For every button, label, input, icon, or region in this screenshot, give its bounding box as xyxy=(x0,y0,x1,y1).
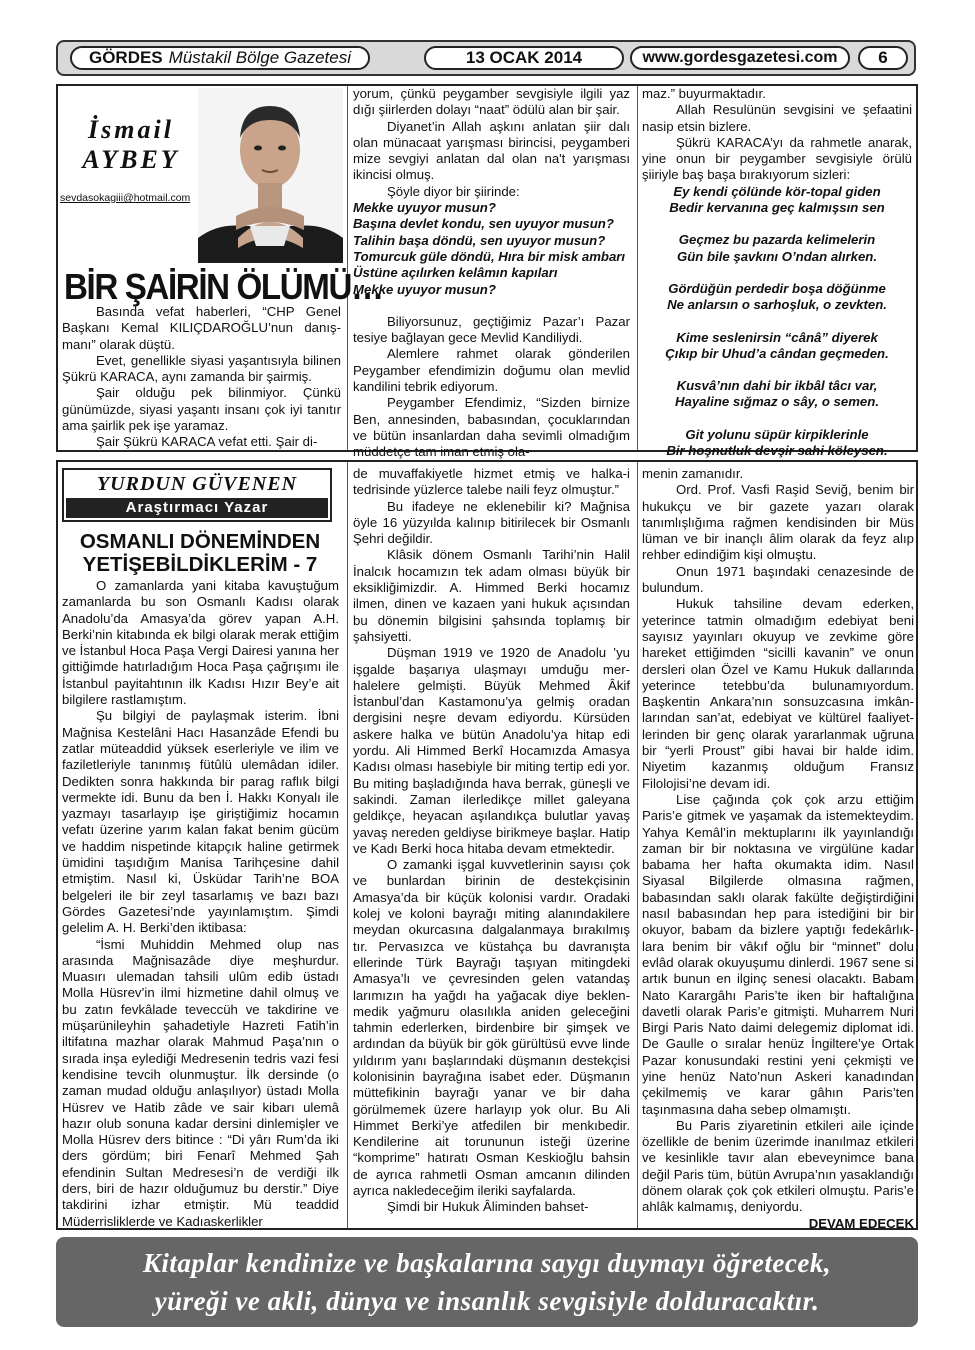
paragraph: Şöyle diyor bir şiirinde: xyxy=(387,183,520,199)
poem-line: Kime seslenirsin “cânâ” diyerek xyxy=(676,329,878,345)
paragraph: “İsmi Muhiddin Mehmed olup nas arasında Mağnisazâde diye meşhurdur. Muasırı ulemadan tahsili ulûm edib üstadı Molla Hüsrev’in ilmi hizmetine dahil olmuş ve bu zatın fevkâlade teveccüh ve takdirine ve müşarünileyhin şahadetiyle Hazreti Fatih’in iltifatına mazhar olarak Mahmud Paşa’nın o sırada inşa eylediği Medresenin tedris vazi fesi kendisine tevcih olunmuştur. İlk dersinde (o zaman mudad olduğu anlaşılıyor) üstadı Molla Hüsrev ve Hatib zâde ve sair kibarı ulemâ hazır olub sonuna kadar dersini dinlemişler ve Molla Hüsrev ders bitince : “Di yârı Rum’da iki ders gördüm; biri Fenarî Mehmed Şah efendinin Sultan Medresesi’n de verdiği ilk ders, biri de hazır olduğumuz bu derstir.” Diye takdirini izhar etmiştir. Mü teaddid Müderrisliklerde ve Kadıaskerlikler xyxy=(62,936,339,1229)
poem-line: Üstüne açılırken kelâmın kapıları xyxy=(353,265,558,281)
article1-title: BİR ŞAİRİN ÖLÜMÜ… xyxy=(64,266,383,307)
article2-title: OSMANLI DÖNEMİNDEN YETİŞEBİLDİKLERİM - 7 xyxy=(79,530,321,576)
paragraph: maz.” buyurmaktadır. xyxy=(642,86,766,101)
paragraph: Alemlere rahmet olarak gönderilen Peygamber efendimizin doğumu olan mevlid kandilini tebrik ediyorum. xyxy=(353,346,630,395)
paragraph: O zamanki işgal kuvvetlerinin sayısı çok ve bunlardan birinin de destekçisinin Amasya’da bir küçük kolonisi vardır. Oradaki kolej ve koloni bayrağı miting alanındakilere meydan okurcasına dalgalanmaya bırakılmış tır. Pervasızca ve küstahça bu davranışta ellerinde Türk Bayrağı taşıyan mitingdeki Amasya’lı ve çevresinden gelen vatandaş larımızın ha yağdı ha yağacak diye beklenmedik yağmuru olasılıkla aniden geleceğini tahmin ederlerken, birdenbire bir şimşek ve ardından da büyük bir gök gürültüsü evve linde yıldırım yanı başlarındaki düşmanın destekçisi kolonisinin bayrağına isabet eder. Düşmanın müttefikinin bayrağı yanar ve bir daha görülmemek üzere harlayıp yok olur. Bu Ali Himmet Berki’ye atfedilen bir menkıbedir. Kendilerine ait torununun isteği üzerine “komprime” hatıratı Osman Keskioğlu bahsin de ayrıca rahmetli Osman amcanın dilinden ayrıca nakledeceğim ileriki sayfalarda. xyxy=(353,857,630,1199)
poem-line: Geçmez bu pazarda kelimelerin xyxy=(678,232,876,248)
page-number: 6 xyxy=(878,48,888,67)
paragraph: Peygamber Efendimiz, “Sizden birnize Ben, annesinden, babasından, çocuklarından ve bütün insanlardan daha sevimli olmadığım müddetçe tam iman etmiş ola- xyxy=(353,395,630,460)
paragraph: Evet, genellikle siyasi yaşantısıyla bilinen Şükrü KARACA, aynı zamanda bir şairmiş. xyxy=(62,352,341,385)
paper-name-pill xyxy=(70,46,370,70)
poem-line: Git yolunu süpür kirpiklerinle xyxy=(685,426,869,442)
column-role: Araştırmacı Yazar xyxy=(66,498,328,518)
page-header xyxy=(56,40,916,76)
website-pill xyxy=(630,46,850,70)
footer-line-1: Kitaplar kendinize ve başkalarına saygı duymayı öğretecek, xyxy=(142,1248,832,1278)
poem-line: Mekke uyuyor musun? xyxy=(353,281,496,297)
poem-line: Kusvâ’nın dahi bir ikbâl tâcı var, xyxy=(676,378,878,394)
paragraph: Bu Paris ziyaretinin etkileri aile içinde özellikle de benim üzerimde inanılmaz etkileri ve kesinlikle tavır alan ebeveynimce bana değil Paris tüm, bütün Avrupa’nın yasaklandığı dönem olarak çok çok etkileri olmuştu. Paris’e ahlâk kalmamış, deniyordu. xyxy=(642,1117,914,1215)
poem-line: Çıkıp bir Uhud’a cândan geçmeden. xyxy=(665,345,889,361)
author-first-name: İsmail xyxy=(88,115,174,144)
paragraph: Hukuk tahsiline devam ederken, yeterince tatmin olmadığım edebiyat beni sayısız yayınları okuyup ve zevkime göre hareket ettiğimden “sicilli kavanin” ve onun dersleri olan Özel ve Kamu Hukuk dallarında yeterince tetebbu’da bulunamıyordum. Başkentin Ankara’nın sonsuzcasına imkânlarından san’at, edebiyat ve kültürel faaliyetlerinden bir genç olarak yararlanmak uğruna bir “yerli Proust” gibi havai bir halde idim. Niyetim kazanmış olduğum Fransız Filolojisi’ne devam idi. xyxy=(642,596,914,791)
paragraph: Basında vefat haberleri, “CHP Genel Başkanı Kemal KILIÇDAROĞLU’nun danışmanı” olarak düştü. xyxy=(62,304,341,352)
article2-column3 xyxy=(642,466,914,1232)
paper-subtitle: Müstakil Bölge Gazetesi xyxy=(168,48,352,67)
footer-quote xyxy=(56,1237,918,1327)
author-last-name: AYBEY xyxy=(82,145,180,174)
author-name-block xyxy=(64,115,198,175)
paragraph: Diyanet’in Allah aşkını anlatan şiir dalı olan münacaat yarışması birincisi, peygamberi mize sevgiyi anlatan dal olan na't yarışması ikincisi olmuş. xyxy=(353,118,630,183)
article1-column1 xyxy=(62,304,341,451)
poem-line: Gün bile şavkını O’ndan alırken. xyxy=(676,248,878,264)
column-divider xyxy=(637,462,638,1228)
paragraph: yorum, çünkü peygamber sevgisiyle ilgili yaz dığı şiirlerden dolayı “naat” ödülü alan bir şair. xyxy=(353,86,630,118)
paragraph: menin zamanıdır. xyxy=(642,466,744,481)
paragraph: Ord. Prof. Vasfi Raşid Seviğ, benim bir hukukçu ve bir gazete yazarı olarak tanımlışlığıma rağmen kendisinden bir Müs lüman ve bir inançlı âlim olarak da feyz alıp rehber edindiğim kişi olmuştu. xyxy=(642,482,914,563)
poem-line: Ey kendi çölünde kör-topal giden xyxy=(673,183,881,199)
paragraph: Klâsik dönem Osmanlı Tarihi’nin Halil İnalcık hocamızın tek adam olması büyük bir eksikliğimizdir. A. Himmed Berki hocamız ilmen, dinen ve kazaen yani hukuk açısından bu dönemin bilgisini şahsında toplamış bir şahsiyetti. xyxy=(353,547,630,644)
poem-line: Bedir kervanına geç kalmışsın sen xyxy=(669,200,885,216)
paragraph: Şair olduğu pek bilinmiyor. Çünkü günümüzde, siyasi yaşantı insanı çok iyi tanıtır ama şairlik pek işe yaramaz. xyxy=(62,385,341,434)
continued-label: DEVAM EDECEK xyxy=(808,1215,914,1231)
poem-line: Talihin başa döndü, sen uyuyor musun? xyxy=(353,232,606,248)
paragraph: Şükrü KARACA’yı da rahmetle anarak, yine onun bir peygamber sevgisiyle örülü şiiriyle baş başa bırakıyorum sizleri: xyxy=(642,134,912,183)
poem-line: Tomurcuk güle döndü, Hıra bir misk ambarı xyxy=(353,248,626,264)
website: www.gordesgazetesi.com xyxy=(642,49,838,66)
article2-column1 xyxy=(62,578,339,1230)
paragraph: Lise çağında çok çok arzu ettiğim Paris’e gitmek ve yaşamak da istemekteydim. Yahya Kemâl’in mektuplarını ilk yayınlandığı zaman bir bir noktasına ve virgülüne kadar babama her hafta okumakta idim. Nasıl Siyasal Bilgilerde olmasına rağmen, babasından saklı olarak fakülte değiştirdiğini nasıl babasından hep para istediğini bir bir okuyor, babam da bizlere yaptığı fedekârlıklara benim bir vâkıf oğlu bir “minnet” dolu evlâd olarak okuyuşumu dinlerdi. 1967 sene si artık bunun en ilginç senesi olacaktı. Babam Nato Karargâhı Paris’te iken bir haftalığına davetli olarak Paris’e gitmişti. Muharrem Nuri Birgi Paris Nato daimi delegemiz diplomat idi. De Gaulle o sıralar henüz İngiltere’ye Ortak Pazar konusundaki restini yeni çekmişti ve yine henüz Nato’nun Askeri kanadından çekilmemiş ve karar gâhın Paris’ten taşınmasına daha sebep olmamıştı. xyxy=(642,791,914,1117)
date-pill xyxy=(424,46,624,70)
paragraph: Onun 1971 başındaki cenazesinde de bulundum. xyxy=(642,563,914,596)
article1-column3 xyxy=(642,86,912,459)
paragraph: Düşman 1919 ve 1920 de Anadolu ’yu işgalde başarıya ulaşmayı umduğu merhalelere gelmişti. Büyük Mehmed Âkif İstanbul’dan Kastamonu’ya gelmiş oradan dergisini neşre devam ediyordu. Kürsüden askere halka ve bütün Anadolu’ya hitap edi yordu. Ali Himmed Berkî Hocamızda Amasya Kadısı olması hasebiyle bir miting tertip edi yor. Bu miting başladığında hava berrak, güneşli ve sakindi. Zaman ilerledikçe millet galeyana geldikçe, heyacan aşılandıkça bulutlar yavaş yavaş nereden geldiyse birikmeye başlar. Hatip ve Kadı Berki hoca hitaba devam etmektedir. xyxy=(353,645,630,856)
column-divider xyxy=(347,462,348,1228)
paragraph: O zamanlarda yani kitaba kavuştuğum zamanlarda bu son Osmanlı Kadısı olarak Anadolu’da Amasya’da görev yapan A.H. Berki’nin kitabında ek bilgi olarak merak ettiğim ve İstanbul Hoca Paşa Vergi Dairesi yanına her gittiğimde hatırladığım Hoca Paşa çağrışımı ile İstanbul payitahtının ilk Kadısı Hızır Bey’e ait bilgilere rastlamıştım. xyxy=(62,578,339,708)
column-header xyxy=(62,468,332,522)
poem-line: Gördüğün perdedir boşa döğünme xyxy=(668,280,886,296)
page-number-pill xyxy=(858,46,908,70)
poem-line: Başına devlet kondu, sen uyuyor musun? xyxy=(353,216,614,232)
paragraph: Şu bilgiyi de paylaşmak isterim. İbni Mağnisa Kestelâni Hacı Hasanzâde Efendi bu zatlar müteaddid yüksek eserleriyle ve ilim ve faziletleriyle tanınmış fütûlü ulemâdan idiler. Dedikten sonra hakkında bir parag raflık bilgi vermekte idi. Bunu da ben İ. Hakkı Konyalı ile yazmayı tasarlayıp işe giriştiğimiz hocamın vefatı üzerine yarım kalan fakat benim gücüm ve haddim nispetinde kitapçık haline getirmek ümidini taşıdığım Manisa Tarihçesine dahil etmiştim. Nasıl ki, Üsküdar Tarih’ne BOA belgeleri ile bir zeyl tasarlamış ve bazı bazı Gördes Gazetesi’nde yayınlamıştım. Şimdi gelelim A. H. Berki’den iktibasa: xyxy=(62,708,339,936)
paragraph: Şimdi bir Hukuk Âliminden bahset- xyxy=(387,1199,589,1215)
author-photo xyxy=(198,88,343,263)
author-email[interactable]: sevdasokagiii@hotmail.com xyxy=(60,192,191,204)
poem-line: Hayaline sığmaz o sây, o semen. xyxy=(674,394,879,410)
paper-name: GÖRDES xyxy=(88,48,163,67)
paragraph: Allah Resulünün sevgisini ve şefaatini nasip etsin bizlere. xyxy=(642,102,912,134)
article2-column2 xyxy=(353,466,630,1216)
footer-line-2: yüreği ve akli, dünya ve insanlık sevgisiyle dolduracaktır. xyxy=(154,1286,820,1316)
paragraph: Şair Şükrü KARACA vefat etti. Şair di- xyxy=(96,434,318,450)
article1-column2 xyxy=(353,86,630,461)
poem-line: Bir hoşnutluk devşir sahi köleysen. xyxy=(666,443,888,459)
issue-date: 13 OCAK 2014 xyxy=(465,48,583,67)
poem-line: Ne anlarsın o sarhoşluk, o zevkten. xyxy=(667,297,887,313)
column-name: YURDUN GÜVENEN xyxy=(96,473,298,495)
column-divider xyxy=(637,86,638,450)
paragraph: de muvaffakiyetle hizmet etmiş ve halka-i tedrisinde yüzlerce talebe naili feyz olmuştur.” xyxy=(353,466,630,498)
paragraph: Bu ifadeye ne eklenebilir ki? Mağnisa öyle 16 yüzyılda kalınıp bitirilecek bir Osmanlı Şehri değildir. xyxy=(353,498,630,547)
paragraph: Biliyorsunuz, geçtiğimiz Pazar’ı Pazar tesiye bağlayan gece Mevlid Kandiliydi. xyxy=(353,313,630,346)
poem-line: Mekke uyuyor musun? xyxy=(353,200,496,216)
